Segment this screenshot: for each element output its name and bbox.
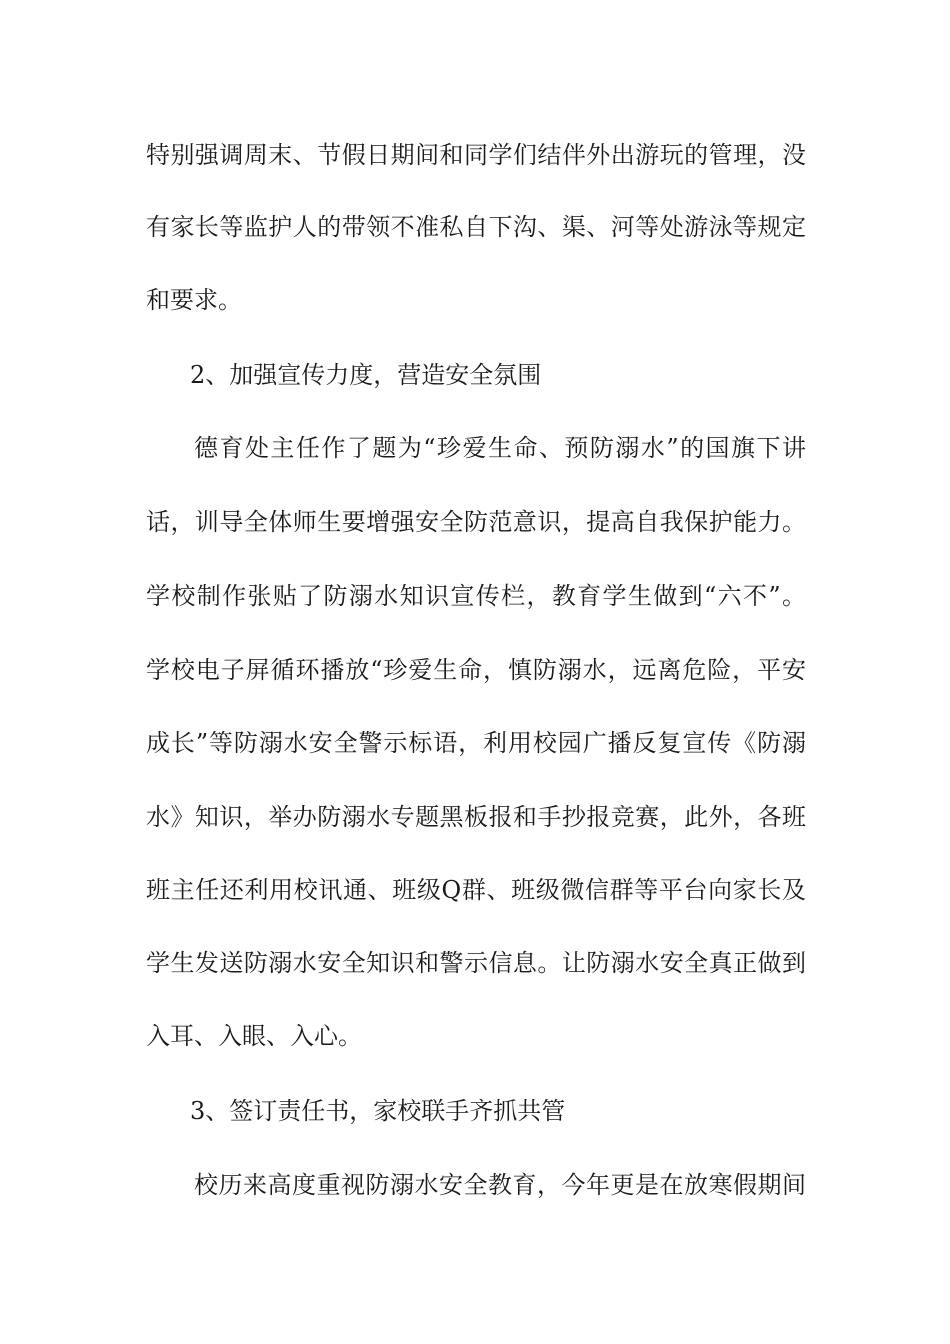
section-heading-2: 2、加强宣传力度，营造安全氛围 <box>190 361 542 389</box>
paragraph-line: 德育处主任作了题为“珍爱生命、预防溺水”的国旗下讲 <box>194 434 806 462</box>
paragraph-line: 水》知识，举办防溺水专题黑板报和手抄报竞赛，此外，各班 <box>146 803 806 831</box>
paragraph-line: 入耳、入眼、入心。 <box>146 1022 362 1050</box>
paragraph-line: 有家长等监护人的带领不准私自下沟、渠、河等处游泳等规定 <box>146 213 806 241</box>
paragraph-line: 班主任还利用校讯通、班级Q群、班级微信群等平台向家长及 <box>146 876 806 904</box>
paragraph-line: 学校制作张贴了防溺水知识宣传栏，教育学生做到“六不”。 <box>146 582 806 610</box>
paragraph-line: 校历来高度重视防溺水安全教育，今年更是在放寒假期间 <box>194 1171 806 1199</box>
paragraph-line: 学校电子屏循环播放“珍爱生命，慎防溺水，远离危险，平安 <box>146 656 806 684</box>
paragraph-line: 特别强调周末、节假日期间和同学们结伴外出游玩的管理，没 <box>146 141 806 169</box>
section-heading-3: 3、签订责任书，家校联手齐抓共管 <box>190 1097 566 1125</box>
paragraph-line: 学生发送防溺水安全知识和警示信息。让防溺水安全真正做到 <box>146 949 806 977</box>
paragraph-line: 话，训导全体师生要增强安全防范意识，提高自我保护能力。 <box>146 508 806 536</box>
paragraph-line: 成长”等防溺水安全警示标语，利用校园广播反复宣传《防溺 <box>146 729 806 757</box>
paragraph-line: 和要求。 <box>146 286 242 314</box>
